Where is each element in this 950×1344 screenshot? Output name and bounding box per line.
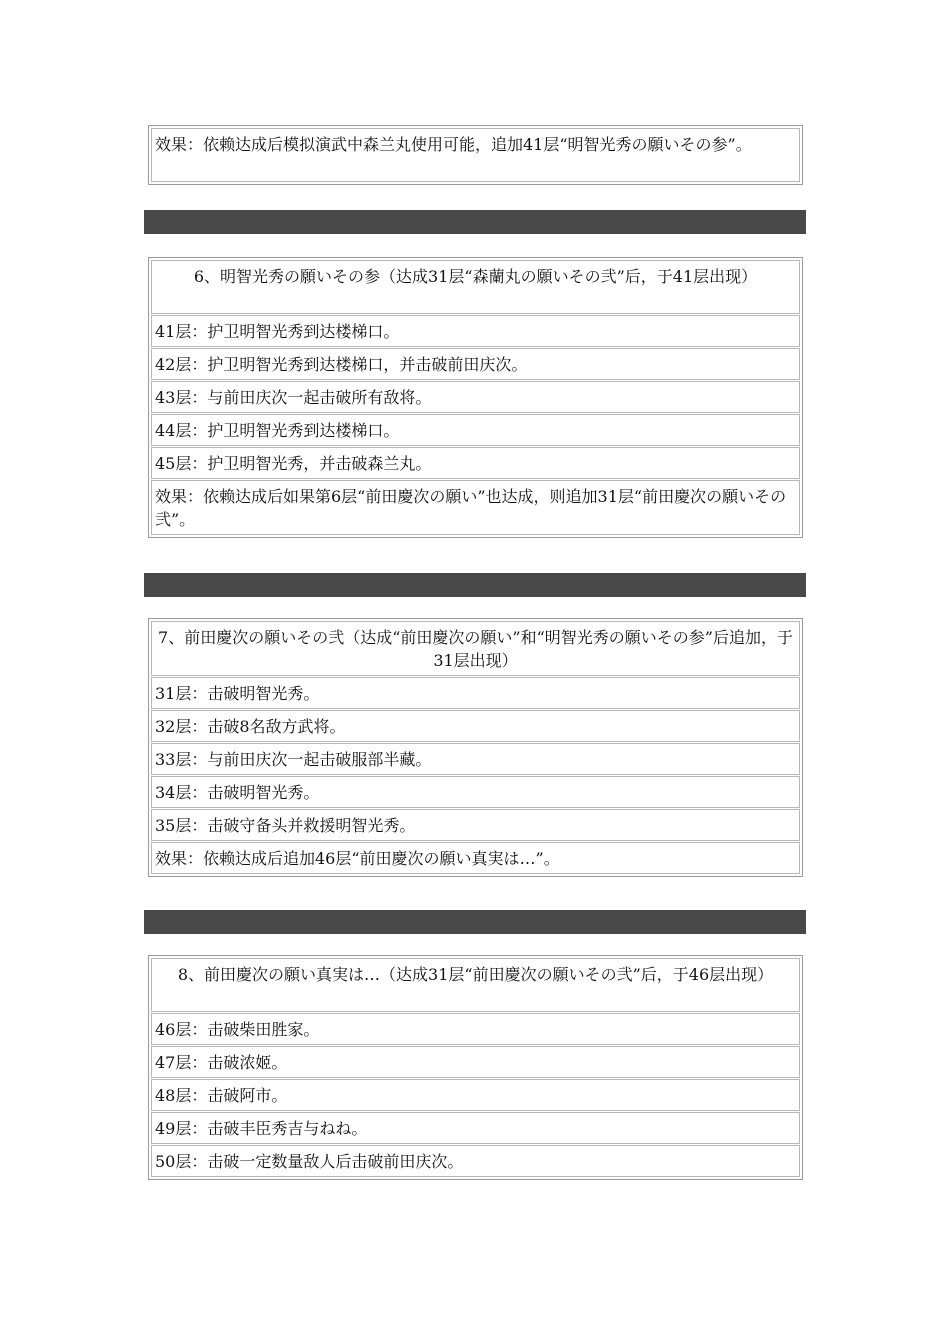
table-row: 41层：护卫明智光秀到达楼梯口。 xyxy=(151,315,800,347)
section6-heading: 6、明智光秀の願いその参（达成31层“森蘭丸の願いその弐”后，于41层出现） xyxy=(151,260,800,314)
section7-effect: 效果：依赖达成后追加46层“前田慶次の願い真実は…”。 xyxy=(151,842,800,874)
table-row: 42层：护卫明智光秀到达楼梯口，并击破前田庆次。 xyxy=(151,348,800,380)
section8-table xyxy=(148,955,803,1180)
table-row: 34层：击破明智光秀。 xyxy=(151,776,800,808)
section7-heading: 7、前田慶次の願いその弐（达成“前田慶次の願い”和“明智光秀の願いその参”后追加，于31层出现） xyxy=(151,621,800,676)
table-row: 33层：与前田庆次一起击破服部半藏。 xyxy=(151,743,800,775)
table-row: 32层：击破8名敌方武将。 xyxy=(151,710,800,742)
table-row: 47层：击破浓姬。 xyxy=(151,1046,800,1078)
table-row: 45层：护卫明智光秀，并击破森兰丸。 xyxy=(151,447,800,479)
table-row: 50层：击破一定数量敌人后击破前田庆次。 xyxy=(151,1145,800,1177)
table-row: 31层：击破明智光秀。 xyxy=(151,677,800,709)
table-row: 35层：击破守备头并救援明智光秀。 xyxy=(151,809,800,841)
section7-table xyxy=(148,618,803,877)
table-row: 48层：击破阿市。 xyxy=(151,1079,800,1111)
section8-heading: 8、前田慶次の願い真実は…（达成31层“前田慶次の願いその弐”后，于46层出现） xyxy=(151,958,800,1012)
table-row: 43层：与前田庆次一起击破所有敌将。 xyxy=(151,381,800,413)
table-row: 46层：击破柴田胜家。 xyxy=(151,1013,800,1045)
section5-effect: 效果：依赖达成后模拟演武中森兰丸使用可能，追加41层“明智光秀の願いその参”。 xyxy=(151,128,800,182)
table-row: 49层：击破丰臣秀吉与ねね。 xyxy=(151,1112,800,1144)
section5-table xyxy=(148,125,803,185)
section6-effect: 效果：依赖达成后如果第6层“前田慶次の願い”也达成，则追加31层“前田慶次の願いその弐”。 xyxy=(151,480,800,535)
section-divider-3 xyxy=(144,910,806,934)
section-divider-1 xyxy=(144,210,806,234)
table-row: 44层：护卫明智光秀到达楼梯口。 xyxy=(151,414,800,446)
section-divider-2 xyxy=(144,573,806,597)
section6-table xyxy=(148,257,803,538)
